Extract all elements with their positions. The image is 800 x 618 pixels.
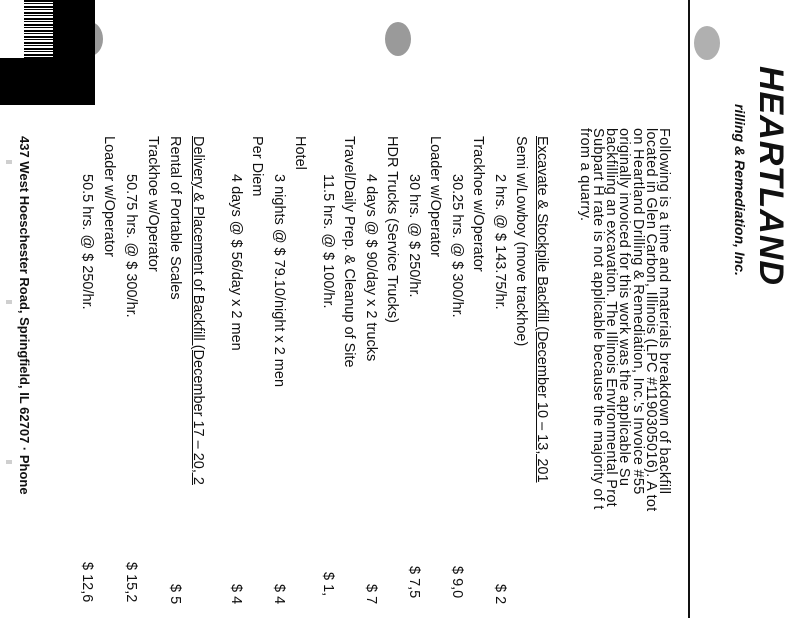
line-item-detail: 50.5 hrs. @ $ 250/hr. — [79, 174, 95, 310]
line-item-label: Loader w/Operator — [101, 136, 117, 257]
line-item-label: Hotel — [292, 136, 308, 170]
company-logo — [751, 66, 790, 286]
line-item-label: Per Diem — [249, 136, 265, 197]
line-item-amount: $ 1, — [320, 572, 336, 597]
scan-speck — [6, 160, 12, 164]
punch-hole-middle — [385, 22, 411, 56]
intro-line: Following is a time and materials breakdown of backfill — [656, 128, 672, 495]
line-item-amount: $ 15,2 — [123, 562, 139, 603]
line-item-label: Trackhoe w/Operator — [145, 136, 161, 272]
line-item-amount: $ 4 — [271, 584, 287, 605]
line-item-label: HDR Trucks (Service Trucks) — [384, 136, 400, 323]
line-item-amount: $ 9,0 — [449, 566, 465, 599]
punch-hole-right — [694, 26, 720, 60]
intro-line: located in Glen Carbon, Illinois (LPC #1190305016). A tot — [642, 128, 659, 512]
line-item-label: Trackhoe w/Operator — [470, 136, 486, 272]
line-item-amount: $ 7,5 — [406, 566, 422, 599]
header-rule — [688, 0, 690, 618]
redaction-block — [0, 58, 54, 105]
intro-line: Subpart H rate is not applicable because the majority of t — [589, 128, 606, 510]
line-item-amount: $ 4 — [228, 584, 244, 605]
line-item-label: Rental of Portable Scales — [167, 136, 183, 300]
line-item-label: Travel/Daily Prep. & Cleanup of Site — [341, 136, 357, 368]
footer-address: 437 West Hoeschester Road, Springfield, IL 62707 · Phone — [17, 136, 32, 495]
company-name: HEARTLAND — [752, 66, 790, 286]
line-item-label: Semi w/Lowboy (move trackhoe) — [513, 136, 529, 347]
line-item-detail: 30.25 hrs. @ $ 300/hr. — [449, 174, 465, 318]
line-item-detail: 4 days @ $ 56/day x 2 men — [228, 174, 244, 351]
line-item-amount: $ 12,6 — [79, 562, 95, 603]
section-heading-excavate: Excavate & Stockpile Backfill (December 10 – 13, 201 — [534, 136, 550, 483]
intro-line: on Heartland Drilling & Remediation, Inc.'s Invoice #55 — [629, 128, 646, 495]
intro-line: originally invoiced for this work was the applicable Su — [616, 128, 633, 487]
company-tagline: rilling & Remediation, Inc. — [732, 104, 748, 276]
redaction-block — [53, 0, 95, 105]
line-item-detail: 30 hrs. @ $ 250/hr. — [406, 174, 422, 298]
scan-speck — [6, 300, 12, 304]
line-item-detail: 50.75 hrs. @ $ 300/hr. — [123, 174, 139, 318]
scan-speck — [6, 460, 12, 464]
section-heading-delivery: Delivery & Placement of Backfill (December 17 – 20, 2 — [190, 136, 206, 485]
line-item-detail: 4 days @ $ 90/day x 2 trucks — [363, 174, 379, 362]
line-item-detail: 11.5 hrs. @ $ 100/hr. — [320, 174, 336, 309]
line-item-amount: $ 7 — [363, 584, 379, 605]
line-item-detail: 2 hrs. @ $ 143.75/hr. — [492, 174, 508, 310]
line-item-amount: $ 2 — [492, 584, 508, 605]
line-item-detail: 3 nights @ $ 79.10/night x 2 men — [271, 174, 287, 388]
line-item-label: Loader w/Operator — [427, 136, 443, 257]
intro-line: backfilling an excavation. The Illinois Environmental Prot — [603, 128, 620, 508]
intro-paragraph — [578, 128, 670, 512]
line-item-amount: $ 5 — [167, 584, 183, 605]
intro-line: from a quarry. — [576, 128, 593, 222]
